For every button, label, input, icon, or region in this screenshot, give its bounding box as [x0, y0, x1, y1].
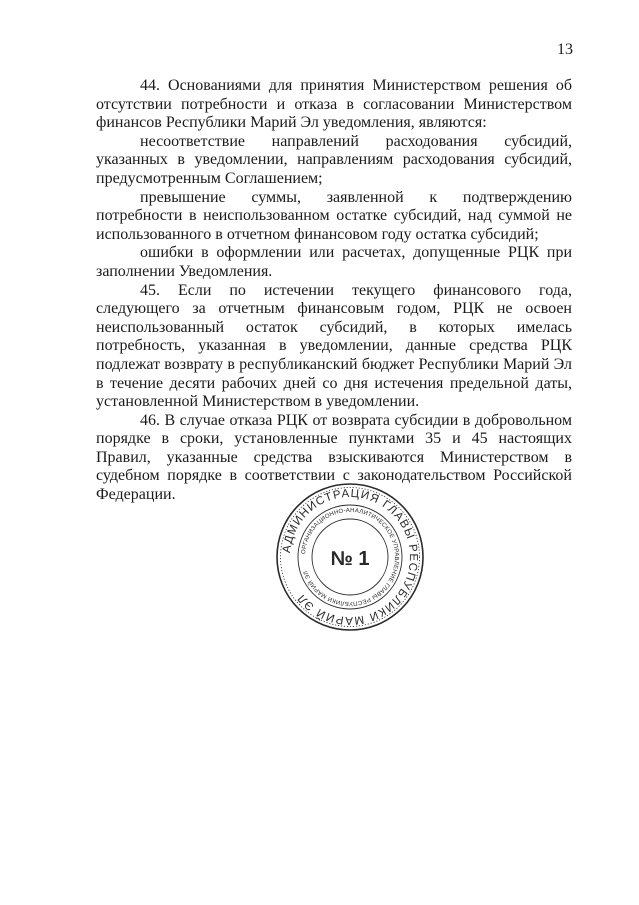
stamp-outer-text: АДМИНИСТРАЦИЯ ГЛАВЫ РЕСПУБЛИКИ МАРИЙ ЭЛ — [281, 487, 420, 627]
paragraph-44-item-2: превышение суммы, заявленной к подтверждению потребности в неиспользованном остатке субсидий, над суммой не использованного в отчетном финансовом году остатка субсидий; — [96, 188, 572, 243]
paragraph-46: 46. В случае отказа РЦК от возврата субсидии в добровольном порядке в сроки, установленные пунктами 35 и 45 настоящих Правил, указанные средства взыскиваются Министерством в судебном порядке в соответствии с законодательством Российской Федерации. — [96, 411, 572, 504]
stamp-inner-text: ОРГАНИЗАЦИОННО-АНАЛИТИЧЕСКОЕ УПРАВЛЕНИЕ ГЛАВЫ РЕСПУБЛИКИ МАРИЙ ЭЛ — [301, 507, 400, 607]
paragraph-45: 45. Если по истечении текущего финансового года, следующего за отчетным финансовым годом, РЦК не освоен неиспользованный остаток субсидий, в которых имелась потребность, указанная в уведомлении, данные средства РЦК подлежат возврату в республиканский бюджет Республики Марий Эл в течение десяти рабочих дней со дня истечения предельной даты, установленной Министерством в уведомлении. — [96, 281, 572, 411]
stamp-center-text: № 1 — [330, 548, 370, 570]
paragraph-44: 44. Основаниями для принятия Министерством решения об отсутствии потребности и отказа в согласовании Министерством финансов Республики Марий Эл уведомления, являются: — [96, 77, 572, 132]
official-stamp — [274, 481, 426, 633]
paragraph-44-item-1: несоответствие направлений расходования субсидий, указанных в уведомлении, направлениям расходования субсидий, предусмотренным Соглашением; — [96, 132, 572, 187]
document-body — [96, 77, 572, 505]
page-number: 13 — [557, 41, 573, 58]
paragraph-44-item-3: ошибки в оформлении или расчетах, допущенные РЦК при заполнении Уведомления. — [96, 244, 572, 280]
